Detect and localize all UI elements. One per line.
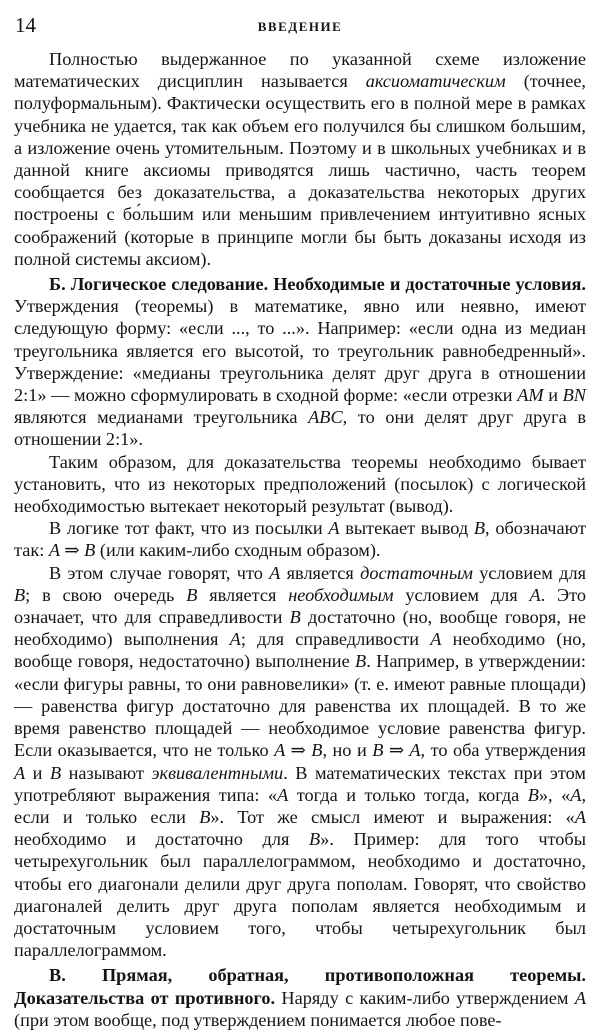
- paragraph-implication: В логике тот факт, что из посылки A вытекает вывод B, обозначают так: A ⇒ B (или каким-либо сходным образом).: [14, 518, 586, 561]
- term-necessary: необходимым: [288, 584, 394, 605]
- section-b: Б. Логическое следование. Необходимые и достаточные условия. Утверждения (теоремы) в математике, явно или неявно, имеют следующую форму: «если ..., то ...». Например: «если одна из медиан треугольника является его высотой, то треугольник равнобедренный». Утверждение: «медианы треугольника делят друг друга в отношении 2:1» — можно сформулировать в сходной форме: «если отрезки AM и BN являются медианами треугольника ABC, то они делят друг друга в отношении 2:1».: [14, 274, 586, 450]
- section-v-heading: В. Прямая, обратная, противоположная теоремы. Доказательства от противного.: [14, 965, 586, 1008]
- term-equivalent: эквивалентными: [151, 762, 284, 783]
- implication-formula: A ⇒ B: [48, 540, 96, 561]
- paragraph-axiomatic: Полностью выдержанное по указанной схеме изложение математических дисциплин называется аксиоматическим (точнее, полуформальным). Фактически осуществить его в полной мере в рамках учебника не удается, так как объем его получился бы слишком большим, а изложение очень утомительным. Поэтому и в школьных учебниках и в данной книге аксиомы приводятся лишь частично, часть теорем сообщается без доказательства, а доказательства некоторых других построены с бо́льшим или меньшим привлечением интуитивно ясных соображений (которые в принципе могли бы быть доказаны исходя из полной системы аксиом).: [14, 49, 586, 269]
- term-sufficient: достаточным: [360, 562, 473, 583]
- section-b-heading: Б. Логическое следование. Необходимые и достаточные условия.: [49, 274, 586, 295]
- section-v: В. Прямая, обратная, противоположная теоремы. Доказательства от противного. Наряду с каким-либо утверждением A (при этом вообще, под утверждением понимается любое пове-: [14, 965, 586, 1030]
- paragraph-conditions: В этом случае говорят, что A является достаточным условием для B; в свою очередь B является необходимым условием для A. Это означает, что для справедливости B достаточно (но, вообще говоря, не необходимо) выполнения A; для справедливости A необходимо (но, вообще говоря, недостаточно) выполнение B. Например, в утверждении: «если фигуры равны, то они равновелики» (т. е. имеют равные площади) — равенства фигур достаточно для равенства их площадей. В то же время равенство площадей — необходимое условие равенства фигур. Если оказывается, что не только A ⇒ B, но и B ⇒ A, то оба утверждения A и B называют эквивалентными. В математических текстах при этом употребляют выражения типа: «A тогда и только тогда, когда B», «A, если и только если B». Тот же смысл имеют и выражения: «A необходимо и достаточно для B». Пример: для того чтобы четырехугольник был параллелограммом, необходимо и достаточно, чтобы его диагонали делили друг друга пополам. Говорят, что свойство диагоналей делить друг друга пополам является необходимым и достаточным условием того, чтобы четырехугольник был параллелограммом.: [14, 562, 587, 961]
- running-title: ВВЕДЕНИЕ: [257, 19, 343, 34]
- paragraph-proof-necessity: Таким образом, для доказательства теоремы необходимо бывает установить, что из некоторых предположений (посылок) с логической необходимостью вытекает некоторый результат (вывод).: [14, 451, 586, 517]
- term-axiomatic: аксиоматическим: [365, 71, 506, 92]
- page-header: [14, 12, 586, 48]
- page-number: 14: [15, 13, 36, 37]
